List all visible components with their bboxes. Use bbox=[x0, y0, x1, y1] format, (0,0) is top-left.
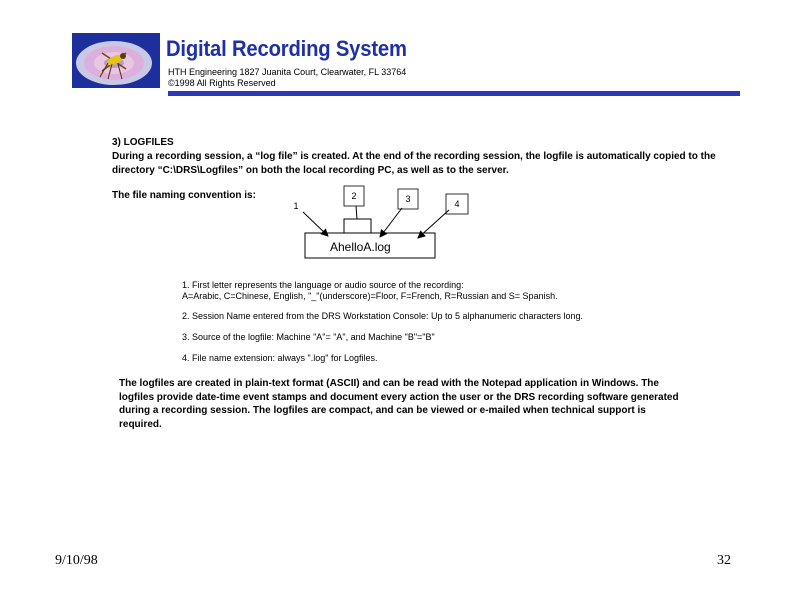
section-intro: During a recording session, a “log file” is created. At the end of the recording session, the logfile is automatically copied to the directory “C:\DRS\Logfiles” on both the local recording PC, as well as to the server. bbox=[112, 151, 716, 176]
note-4: 4. File name extension: always ".log" for Logfiles. bbox=[182, 353, 378, 363]
session-bracket bbox=[344, 219, 371, 233]
arrow-2 bbox=[356, 206, 357, 219]
marker-1: 1 bbox=[293, 201, 299, 211]
company-address: HTH Engineering 1827 Juanita Court, Clearwater, FL 33764 bbox=[168, 67, 407, 77]
note-3: 3. Source of the logfile: Machine "A"= "A", and Machine "B"="B" bbox=[182, 332, 435, 342]
copyright-notice: ©1998 All Rights Reserved bbox=[168, 78, 276, 88]
filename-text: AhelloA.log bbox=[330, 240, 391, 254]
summary-paragraph: The logfiles are created in plain-text format (ASCII) and can be read with the Notepad application in Windows. The logfiles provide date-time event stamps and document every action the user or the DRS recording software generated during a recording session. The logfiles are compact, and can be viewed or e-mailed when technical support is required. bbox=[119, 378, 679, 430]
footer-date: 9/10/98 bbox=[55, 553, 98, 568]
arrow-1 bbox=[303, 212, 328, 236]
note-1: 1. First letter represents the language or audio source of the recording: bbox=[182, 280, 464, 290]
page-number: 32 bbox=[717, 553, 731, 568]
naming-convention-label: The file naming convention is: bbox=[112, 190, 256, 201]
marker-4: 4 bbox=[454, 199, 460, 209]
marker-3: 3 bbox=[405, 194, 411, 204]
note-1-detail: A=Arabic, C=Chinese, English, "_"(underscore)=Floor, F=French, R=Russian and S= Spanish. bbox=[182, 291, 558, 301]
app-title: Digital Recording System bbox=[166, 36, 407, 61]
note-2: 2. Session Name entered from the DRS Workstation Console: Up to 5 alphanumeric characters long. bbox=[182, 311, 584, 321]
section-title: 3) LOGFILES bbox=[112, 137, 174, 148]
marker-2: 2 bbox=[351, 191, 357, 201]
